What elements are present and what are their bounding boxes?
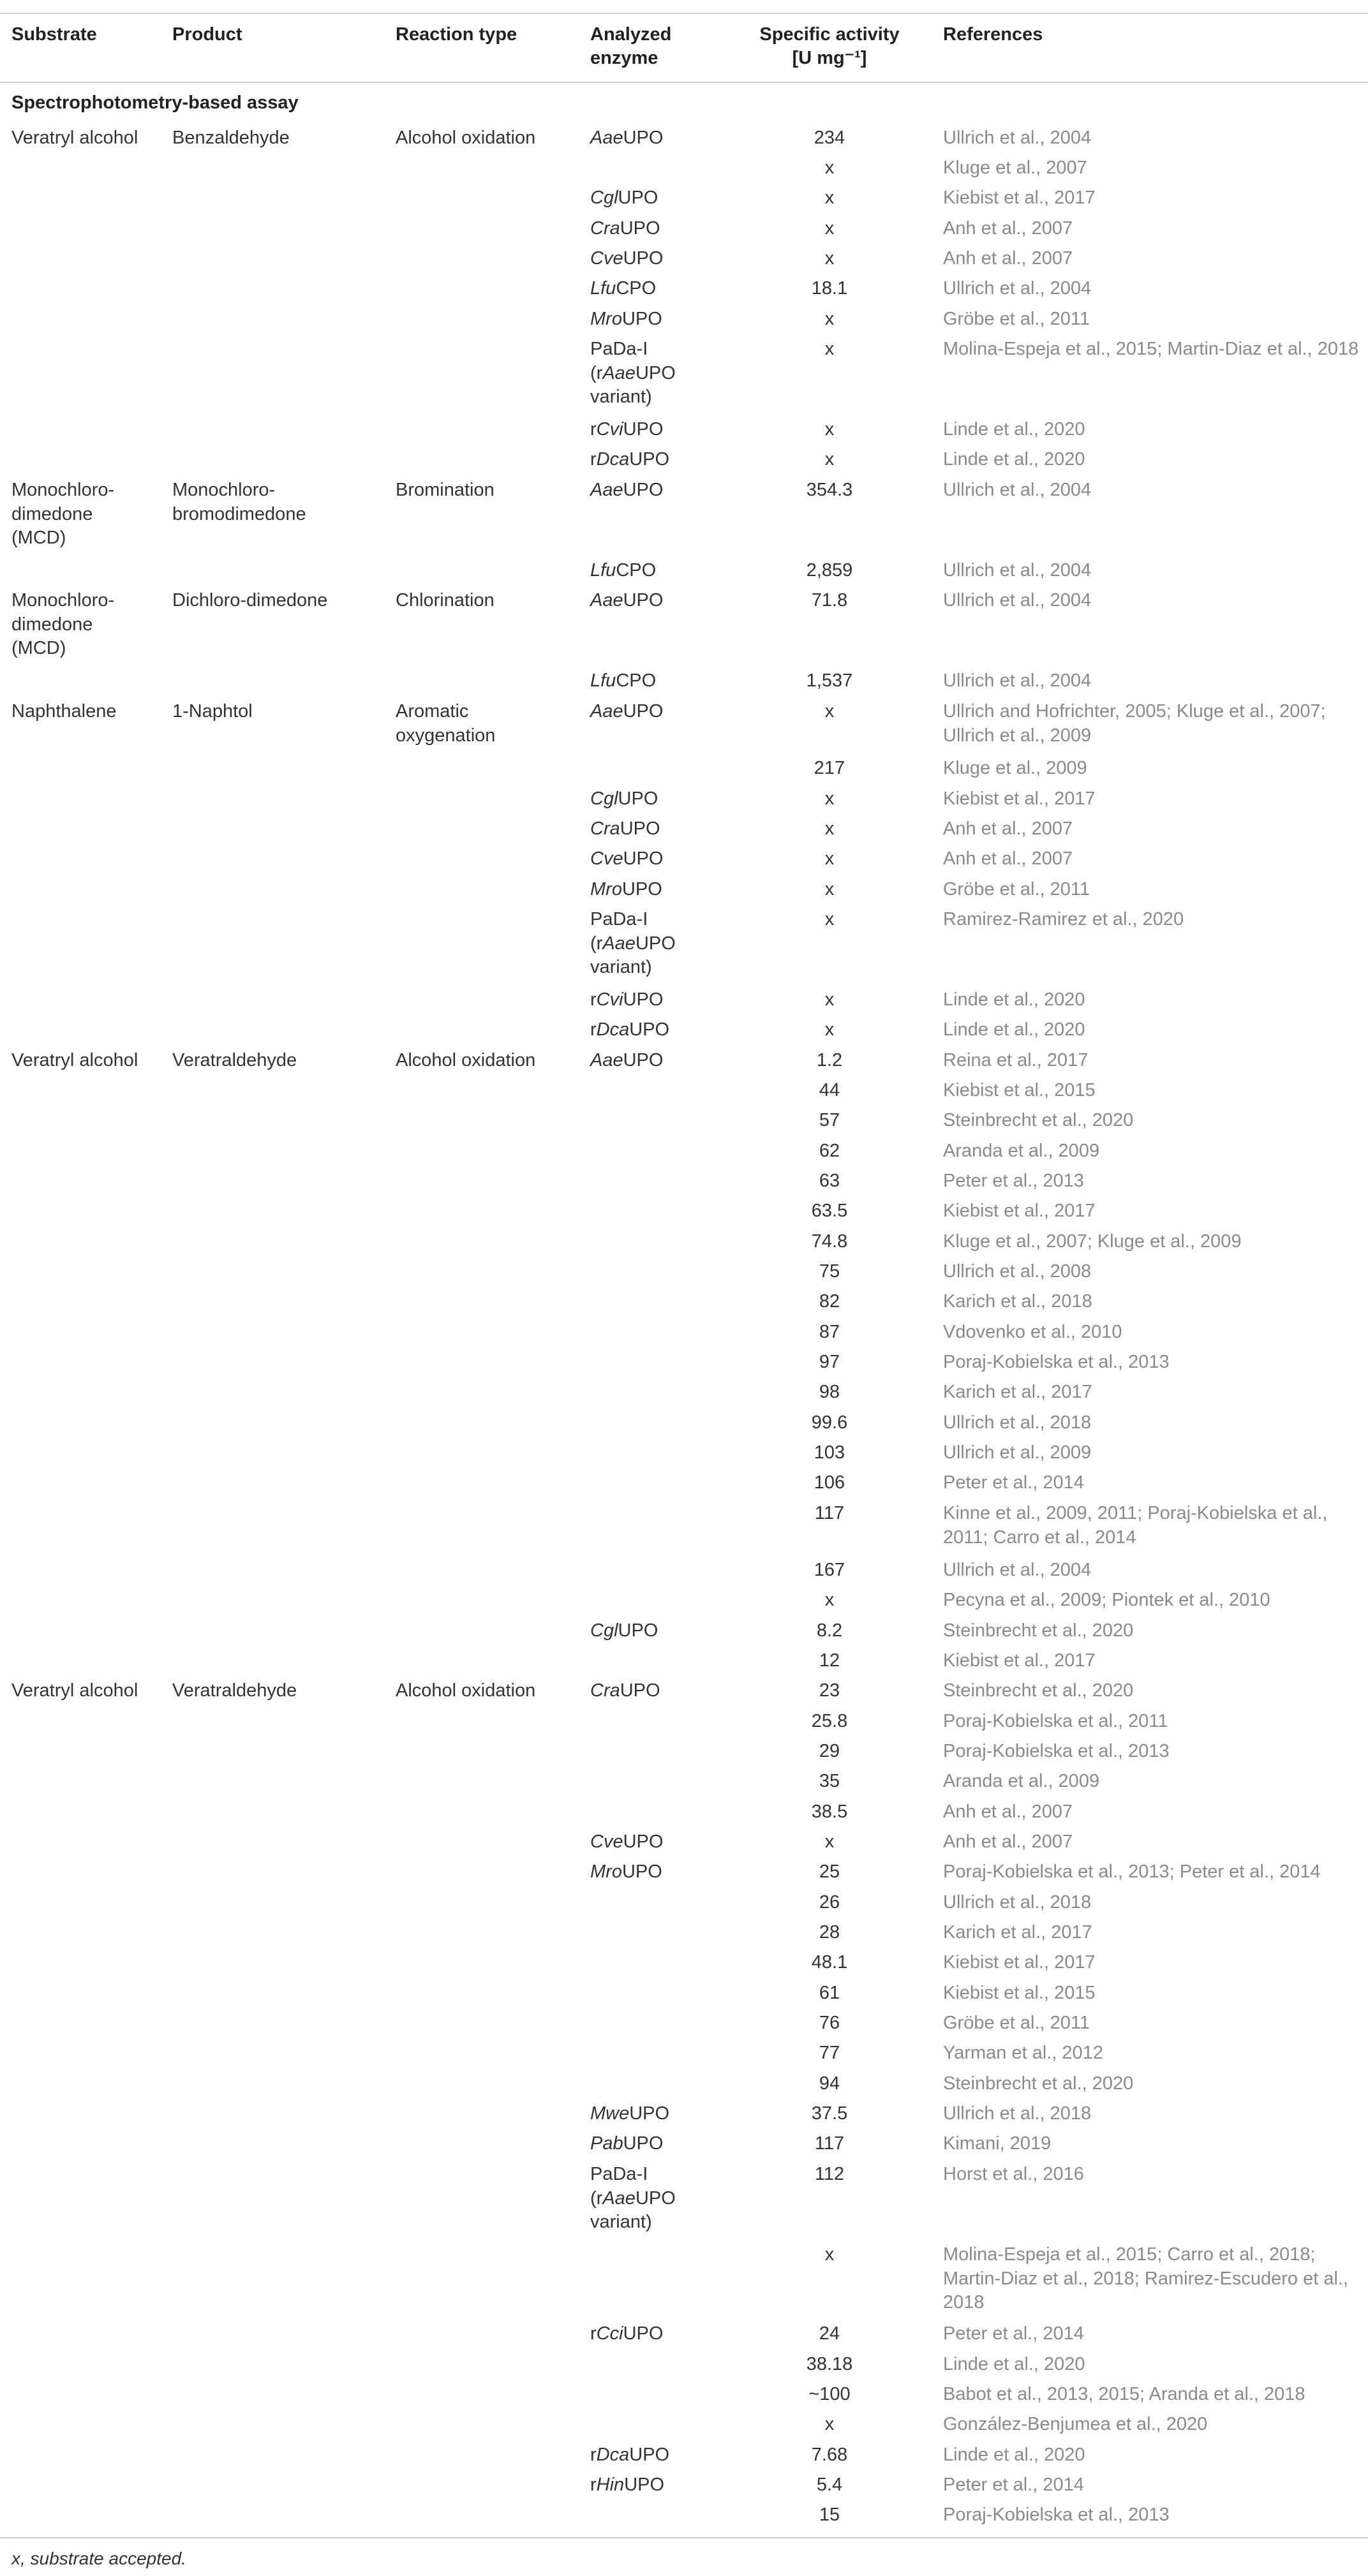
cell-references: González-Benjumea et al., 2020 bbox=[943, 2414, 1208, 2434]
cell-substrate: Naphthalene bbox=[11, 701, 117, 722]
cell-product: Benzaldehyde bbox=[172, 128, 290, 148]
cell-reaction-type: Aromatic oxygenation bbox=[396, 701, 496, 746]
cell-specific-activity: x bbox=[824, 788, 835, 809]
cell-enzyme: MweUPO bbox=[590, 2103, 670, 2124]
cell-specific-activity: 106 bbox=[814, 1472, 845, 1493]
cell-specific-activity: 94 bbox=[819, 2073, 840, 2094]
cell-enzyme: MroUPO bbox=[590, 1862, 662, 1882]
cell-product: Veratraldehyde bbox=[172, 1050, 297, 1070]
cell-references: Poraj-Kobielska et al., 2011 bbox=[943, 1711, 1168, 1731]
cell-references: Aranda et al., 2009 bbox=[943, 1141, 1100, 1161]
cell-references: Vdovenko et al., 2010 bbox=[943, 1322, 1122, 1342]
table-bottom-rule bbox=[0, 2537, 1368, 2538]
cell-specific-activity: x bbox=[824, 1590, 835, 1610]
header-substrate: Substrate bbox=[11, 24, 97, 45]
cell-specific-activity: x bbox=[824, 989, 835, 1010]
cell-references: Peter et al., 2014 bbox=[943, 2323, 1084, 2344]
cell-references: Molina-Espeja et al., 2015; Carro et al., 2018; Martin-Diaz et al., 2018; Ramirez-Escudero et al., 2018 bbox=[943, 2244, 1349, 2313]
cell-references: Kluge et al., 2009 bbox=[943, 758, 1087, 778]
cell-references: Anh et al., 2007 bbox=[943, 248, 1073, 269]
cell-references: Ullrich et al., 2004 bbox=[943, 278, 1092, 299]
cell-references: Ramirez-Ramirez et al., 2020 bbox=[943, 909, 1184, 929]
cell-specific-activity: x bbox=[824, 309, 835, 329]
cell-references: Peter et al., 2014 bbox=[943, 1472, 1084, 1493]
cell-specific-activity: 117 bbox=[814, 2133, 845, 2154]
header-bottom-rule bbox=[0, 82, 1368, 83]
cell-product: 1-Naphtol bbox=[172, 701, 253, 722]
cell-substrate: Veratryl alcohol bbox=[11, 1050, 138, 1070]
cell-enzyme: CraUPO bbox=[590, 1680, 660, 1701]
cell-enzyme: AaeUPO bbox=[590, 480, 664, 500]
cell-specific-activity: 29 bbox=[819, 1741, 840, 1761]
cell-specific-activity: 77 bbox=[819, 2043, 840, 2063]
cell-enzyme: CglUPO bbox=[590, 788, 658, 809]
cell-enzyme: CveUPO bbox=[590, 248, 664, 269]
cell-enzyme: LfuCPO bbox=[590, 560, 657, 581]
cell-enzyme: AaeUPO bbox=[590, 701, 664, 722]
cell-references: Kiebist et al., 2017 bbox=[943, 1952, 1096, 1973]
cell-references: Ullrich et al., 2004 bbox=[943, 670, 1092, 691]
cell-reaction-type: Alcohol oxidation bbox=[396, 128, 536, 148]
cell-enzyme: CveUPO bbox=[590, 1832, 664, 1852]
cell-specific-activity: 5.4 bbox=[816, 2475, 843, 2495]
cell-references: Kiebist et al., 2017 bbox=[943, 1650, 1096, 1671]
cell-substrate: Monochloro- dimedone (MCD) bbox=[11, 590, 115, 659]
cell-references: Pecyna et al., 2009; Piontek et al., 2010 bbox=[943, 1590, 1270, 1610]
cell-references: Linde et al., 2020 bbox=[943, 449, 1085, 470]
cell-enzyme: PaDa-I (rAaeUPO variant) bbox=[590, 909, 676, 978]
cell-enzyme: CglUPO bbox=[590, 1620, 658, 1641]
header-top-rule bbox=[0, 13, 1368, 14]
cell-references: Linde et al., 2020 bbox=[943, 419, 1085, 440]
cell-specific-activity: 48.1 bbox=[811, 1952, 848, 1973]
cell-references: Reina et al., 2017 bbox=[943, 1050, 1089, 1070]
cell-references: Steinbrecht et al., 2020 bbox=[943, 1110, 1134, 1130]
cell-enzyme: AaeUPO bbox=[590, 1050, 664, 1070]
cell-references: Kinne et al., 2009, 2011; Poraj-Kobielska et al., 2011; Carro et al., 2014 bbox=[943, 1503, 1328, 1548]
cell-enzyme: PabUPO bbox=[590, 2133, 664, 2154]
cell-enzyme: CraUPO bbox=[590, 218, 660, 239]
cell-specific-activity: 234 bbox=[814, 128, 845, 148]
cell-specific-activity: x bbox=[824, 218, 835, 239]
header-specific-activity: Specific activity [U mg⁻¹] bbox=[759, 24, 900, 68]
cell-specific-activity: 37.5 bbox=[811, 2103, 848, 2124]
cell-references: Gröbe et al., 2011 bbox=[943, 2013, 1090, 2033]
cell-specific-activity: 98 bbox=[819, 1382, 840, 1402]
cell-specific-activity: 61 bbox=[819, 1983, 840, 2003]
cell-specific-activity: 75 bbox=[819, 1261, 840, 1282]
cell-references: Ullrich et al., 2018 bbox=[943, 1892, 1092, 1913]
cell-references: Peter et al., 2014 bbox=[943, 2475, 1084, 2495]
cell-specific-activity: 28 bbox=[819, 1922, 840, 1943]
cell-references: Steinbrecht et al., 2020 bbox=[943, 2073, 1134, 2094]
cell-specific-activity: 62 bbox=[819, 1141, 840, 1161]
cell-enzyme: rCviUPO bbox=[590, 989, 664, 1010]
cell-specific-activity: x bbox=[824, 158, 835, 178]
cell-references: Ullrich et al., 2004 bbox=[943, 590, 1092, 611]
cell-references: Ullrich et al., 2004 bbox=[943, 1560, 1092, 1580]
cell-specific-activity: 71.8 bbox=[811, 590, 848, 611]
cell-references: Anh et al., 2007 bbox=[943, 818, 1073, 839]
cell-specific-activity: ~100 bbox=[808, 2384, 851, 2404]
header-product: Product bbox=[172, 24, 242, 45]
cell-enzyme: rDcaUPO bbox=[590, 1019, 670, 1040]
cell-specific-activity: 82 bbox=[819, 1291, 840, 1312]
cell-enzyme: MroUPO bbox=[590, 309, 662, 329]
cell-references: Kiebist et al., 2017 bbox=[943, 788, 1096, 809]
cell-references: Karich et al., 2017 bbox=[943, 1382, 1092, 1402]
cell-enzyme: LfuCPO bbox=[590, 670, 657, 691]
cell-specific-activity: 25.8 bbox=[811, 1711, 848, 1731]
header-analyzed-enzyme: Analyzed enzyme bbox=[590, 24, 672, 68]
cell-specific-activity: 1.2 bbox=[816, 1050, 843, 1070]
cell-product: Dichloro-dimedone bbox=[172, 590, 328, 611]
cell-specific-activity: 63.5 bbox=[811, 1201, 848, 1221]
cell-specific-activity: 18.1 bbox=[811, 278, 848, 299]
cell-specific-activity: 63 bbox=[819, 1171, 840, 1191]
cell-specific-activity: 38.5 bbox=[811, 1802, 848, 1822]
cell-references: Linde et al., 2020 bbox=[943, 2354, 1085, 2374]
cell-substrate: Veratryl alcohol bbox=[11, 128, 138, 148]
cell-enzyme: CveUPO bbox=[590, 848, 664, 869]
cell-references: Ullrich et al., 2018 bbox=[943, 2103, 1092, 2124]
cell-specific-activity: x bbox=[824, 449, 835, 470]
cell-references: Gröbe et al., 2011 bbox=[943, 879, 1090, 899]
cell-specific-activity: 26 bbox=[819, 1892, 840, 1913]
cell-references: Ullrich et al., 2004 bbox=[943, 128, 1092, 148]
cell-references: Kluge et al., 2007; Kluge et al., 2009 bbox=[943, 1231, 1242, 1252]
section-title: Spectrophotometry-based assay bbox=[11, 93, 299, 113]
cell-references: Anh et al., 2007 bbox=[943, 1802, 1073, 1822]
cell-references: Linde et al., 2020 bbox=[943, 2445, 1085, 2465]
cell-specific-activity: 97 bbox=[819, 1352, 840, 1372]
cell-references: Karich et al., 2018 bbox=[943, 1291, 1092, 1312]
header-reaction-type: Reaction type bbox=[396, 24, 517, 45]
cell-specific-activity: x bbox=[824, 1019, 835, 1040]
cell-specific-activity: x bbox=[824, 909, 835, 929]
cell-references: Horst et al., 2016 bbox=[943, 2164, 1084, 2184]
cell-references: Anh et al., 2007 bbox=[943, 848, 1073, 869]
cell-reaction-type: Bromination bbox=[396, 480, 494, 500]
cell-specific-activity: 35 bbox=[819, 1771, 840, 1791]
cell-specific-activity: x bbox=[824, 2244, 835, 2265]
cell-enzyme: AaeUPO bbox=[590, 128, 664, 148]
cell-references: Yarman et al., 2012 bbox=[943, 2043, 1103, 2063]
cell-references: Ullrich et al., 2004 bbox=[943, 560, 1092, 581]
cell-product: Monochloro- bromodimedone bbox=[172, 480, 306, 524]
cell-specific-activity: x bbox=[824, 879, 835, 899]
cell-references: Aranda et al., 2009 bbox=[943, 1771, 1100, 1791]
cell-specific-activity: 354.3 bbox=[806, 480, 853, 500]
cell-enzyme: rHinUPO bbox=[590, 2475, 665, 2495]
cell-specific-activity: 112 bbox=[814, 2164, 845, 2184]
cell-reaction-type: Alcohol oxidation bbox=[396, 1680, 536, 1701]
cell-specific-activity: 12 bbox=[819, 1650, 840, 1671]
cell-specific-activity: 8.2 bbox=[816, 1620, 843, 1641]
cell-specific-activity: 15 bbox=[819, 2505, 840, 2525]
cell-reaction-type: Chlorination bbox=[396, 590, 494, 611]
cell-references: Kiebist et al., 2015 bbox=[943, 1983, 1096, 2003]
cell-specific-activity: 2,859 bbox=[806, 560, 853, 581]
cell-specific-activity: x bbox=[824, 419, 835, 440]
cell-references: Poraj-Kobielska et al., 2013 bbox=[943, 1352, 1170, 1372]
cell-product: Veratraldehyde bbox=[172, 1680, 297, 1701]
cell-enzyme: MroUPO bbox=[590, 879, 662, 899]
cell-specific-activity: 76 bbox=[819, 2013, 840, 2033]
cell-specific-activity: 1,537 bbox=[806, 670, 853, 691]
cell-references: Kluge et al., 2007 bbox=[943, 158, 1087, 178]
cell-references: Steinbrecht et al., 2020 bbox=[943, 1680, 1134, 1701]
cell-specific-activity: 44 bbox=[819, 1080, 840, 1100]
cell-references: Ullrich et al., 2009 bbox=[943, 1442, 1092, 1463]
cell-references: Anh et al., 2007 bbox=[943, 218, 1073, 239]
cell-references: Ullrich et al., 2004 bbox=[943, 480, 1092, 500]
cell-specific-activity: x bbox=[824, 248, 835, 269]
cell-specific-activity: 25 bbox=[819, 1862, 840, 1882]
cell-specific-activity: 167 bbox=[814, 1560, 845, 1580]
cell-references: Peter et al., 2013 bbox=[943, 1171, 1084, 1191]
cell-specific-activity: 57 bbox=[819, 1110, 840, 1130]
cell-specific-activity: x bbox=[824, 339, 835, 359]
cell-references: Linde et al., 2020 bbox=[943, 1019, 1085, 1040]
cell-specific-activity: 103 bbox=[814, 1442, 845, 1463]
cell-enzyme: LfuCPO bbox=[590, 278, 657, 299]
cell-references: Kimani, 2019 bbox=[943, 2133, 1052, 2154]
cell-enzyme: rCviUPO bbox=[590, 419, 664, 440]
cell-specific-activity: 24 bbox=[819, 2323, 840, 2344]
cell-enzyme: CglUPO bbox=[590, 188, 658, 208]
cell-enzyme: CraUPO bbox=[590, 818, 660, 839]
cell-specific-activity: 217 bbox=[814, 758, 845, 778]
cell-enzyme: rDcaUPO bbox=[590, 449, 670, 470]
cell-references: Gröbe et al., 2011 bbox=[943, 309, 1090, 329]
cell-references: Linde et al., 2020 bbox=[943, 989, 1085, 1010]
cell-enzyme: PaDa-I (rAaeUPO variant) bbox=[590, 339, 676, 408]
cell-enzyme: rCciUPO bbox=[590, 2323, 664, 2344]
cell-specific-activity: x bbox=[824, 848, 835, 869]
cell-enzyme: rDcaUPO bbox=[590, 2445, 670, 2465]
cell-references: Poraj-Kobielska et al., 2013; Peter et al., 2014 bbox=[943, 1862, 1321, 1882]
cell-specific-activity: 117 bbox=[814, 1503, 845, 1523]
cell-specific-activity: x bbox=[824, 1832, 835, 1852]
cell-specific-activity: x bbox=[824, 2414, 835, 2434]
cell-enzyme: AaeUPO bbox=[590, 590, 664, 611]
cell-specific-activity: 23 bbox=[819, 1680, 840, 1701]
cell-reaction-type: Alcohol oxidation bbox=[396, 1050, 536, 1070]
cell-references: Ullrich et al., 2008 bbox=[943, 1261, 1092, 1282]
cell-references: Poraj-Kobielska et al., 2013 bbox=[943, 2505, 1170, 2525]
cell-specific-activity: 38.18 bbox=[806, 2354, 853, 2374]
cell-enzyme: PaDa-I (rAaeUPO variant) bbox=[590, 2164, 676, 2233]
cell-references: Poraj-Kobielska et al., 2013 bbox=[943, 1741, 1170, 1761]
cell-specific-activity: 7.68 bbox=[811, 2445, 848, 2465]
cell-specific-activity: x bbox=[824, 701, 835, 722]
table-footnote: x, substrate accepted. bbox=[11, 2549, 186, 2568]
cell-references: Steinbrecht et al., 2020 bbox=[943, 1620, 1134, 1641]
cell-references: Molina-Espeja et al., 2015; Martin-Diaz et al., 2018 bbox=[943, 339, 1359, 359]
cell-specific-activity: 87 bbox=[819, 1322, 840, 1342]
cell-references: Ullrich and Hofrichter, 2005; Kluge et al., 2007; Ullrich et al., 2009 bbox=[943, 701, 1326, 746]
cell-references: Kiebist et al., 2017 bbox=[943, 188, 1096, 208]
cell-specific-activity: x bbox=[824, 188, 835, 208]
cell-references: Anh et al., 2007 bbox=[943, 1832, 1073, 1852]
cell-specific-activity: x bbox=[824, 818, 835, 839]
cell-references: Kiebist et al., 2017 bbox=[943, 1201, 1096, 1221]
cell-references: Kiebist et al., 2015 bbox=[943, 1080, 1096, 1100]
header-references: References bbox=[943, 24, 1043, 45]
cell-substrate: Veratryl alcohol bbox=[11, 1680, 138, 1701]
cell-references: Ullrich et al., 2018 bbox=[943, 1412, 1092, 1433]
cell-references: Karich et al., 2017 bbox=[943, 1922, 1092, 1943]
cell-specific-activity: 74.8 bbox=[811, 1231, 848, 1252]
cell-specific-activity: 99.6 bbox=[811, 1412, 848, 1433]
cell-substrate: Monochloro- dimedone (MCD) bbox=[11, 480, 115, 549]
cell-references: Babot et al., 2013, 2015; Aranda et al., 2018 bbox=[943, 2384, 1305, 2404]
